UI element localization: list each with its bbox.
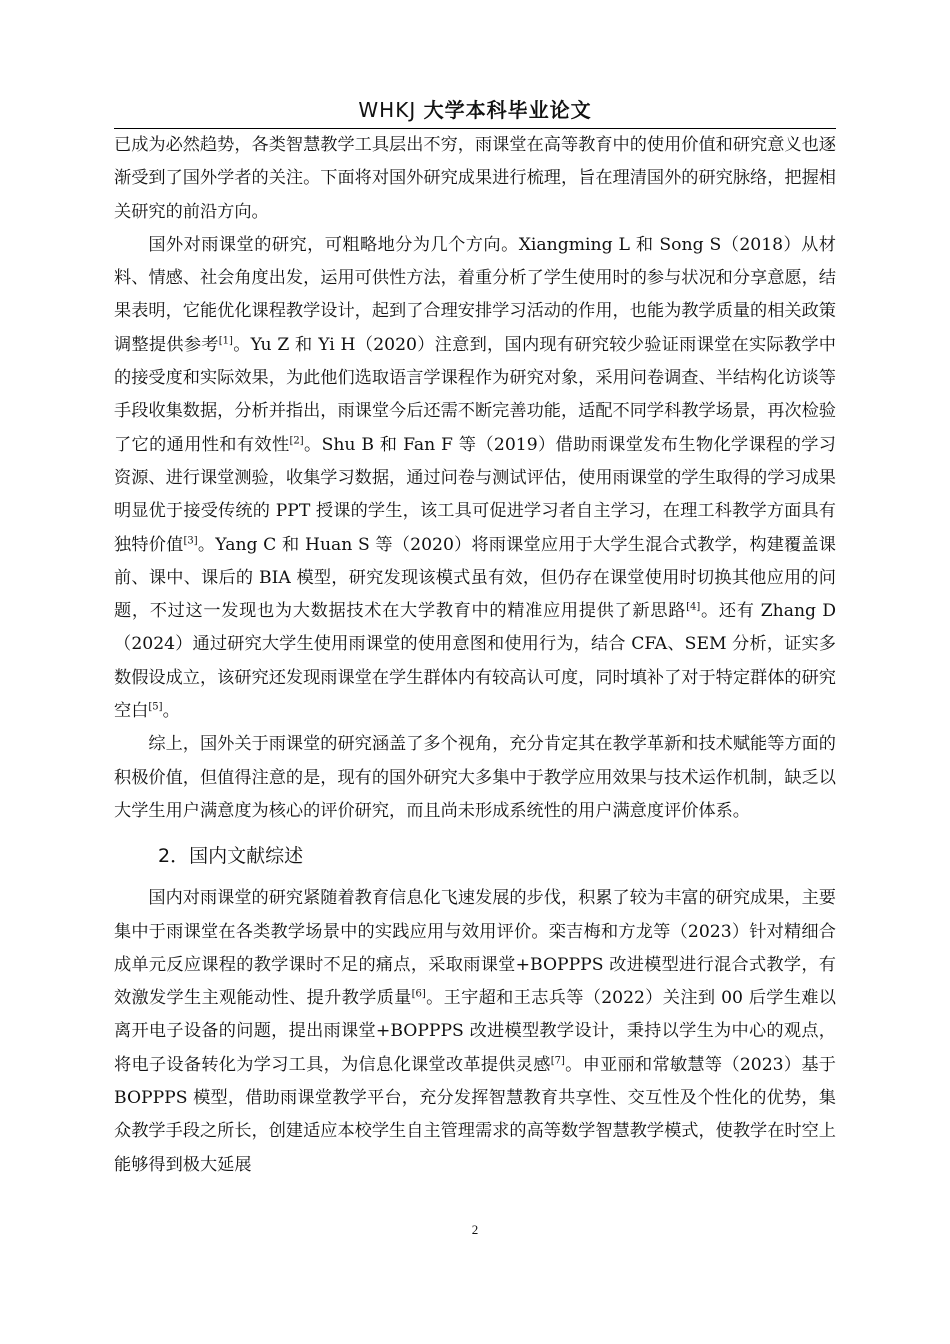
citation-ref: [7] — [550, 1054, 565, 1066]
paragraph-domestic-research — [114, 882, 836, 1182]
paragraph-foreign-research — [114, 229, 836, 728]
text-segment: 。Yu Z 和 Yi H（2020）注意到，国内现有研究较少验证雨课堂在实际教学中的接受度和实际效果，为此他们选取语言学课程作为研究对象，采用问卷调查、半结构化访谈等手段收集数据，分析并指出，雨课堂今后还需不断完善功能，适配不同学科教学场景，再次检验了它的通用性和有效性 — [114, 334, 836, 455]
paragraph-summary: 综上，国外关于雨课堂的研究涵盖了多个视角，充分肯定其在教学革新和技术赋能等方面的积极价值，但值得注意的是，现有的国外研究大多集中于教学应用效果与技术运作机制，缺乏以大学生用户满意度为核心的评价研究，而且尚未形成系统性的用户满意度评价体系。 — [114, 734, 836, 821]
header-title: 大学本科毕业论文 — [423, 98, 592, 122]
citation-ref: [3] — [183, 534, 198, 546]
paragraph-continuation: 已成为必然趋势，各类智慧教学工具层出不穷，雨课堂在高等教育中的使用价值和研究意义也逐渐受到了国外学者的关注。下面将对国外研究成果进行梳理，旨在理清国外的研究脉络，把握相关研究的前沿方向。 — [114, 135, 836, 222]
text-segment: 。王宇超和王志兵等（2022）关注到 00 后学生难以离开电子设备的问题，提出雨课堂+BOPPPS 改进模型教学设计，秉持以学生为中心的观点，将电子设备转化为学习工具，为信息化课堂改革提供灵感 — [114, 988, 836, 1075]
text-segment: 国内对雨课堂的研究紧随着教育信息化飞速发展的步伐，积累了较为丰富的研究成果，主要集中于雨课堂在各类教学场景中的实践应用与效用评价。栾吉梅和方龙等（2023）针对精细合成单元反应课程的教学课时不足的痛点，采取雨课堂+BOPPPS 改进模型进行混合式教学，有效激发学生主观能动性、提升教学质量 — [114, 888, 836, 1009]
citation-ref: [4] — [686, 601, 701, 613]
citation-ref: [1] — [218, 335, 233, 347]
text-segment: 。 — [162, 701, 180, 722]
page-number: 2 — [471, 1222, 479, 1237]
text-segment: 。申亚丽和常敏慧等（2023）基于 BOPPPS 模型，借助雨课堂教学平台，充分发挥智慧教育共享性、交互性及个性化的优势，集众教学手段之所长，创建适应本校学生自主管理需求的高等数学智慧教学模式，使教学在时空上能够得到极大延展 — [114, 1054, 836, 1175]
citation-ref: [2] — [289, 434, 304, 446]
text-segment: 。还有 Zhang D（2024）通过研究大学生使用雨课堂的使用意图和使用行为，结合 CFA、SEM 分析，证实多数假设成立，该研究还发现雨课堂在学生群体内有较高认可度，同时填补了对于特定群体的研究空白 — [114, 601, 836, 722]
citation-ref: [6] — [411, 988, 426, 1000]
text-segment: 国外对雨课堂的研究，可粗略地分为几个方向。Xiangming L 和 Song S（2018）从材料、情感、社会角度出发，运用可供性方法，着重分析了学生使用时的参与状况和分享意愿，结果表明，它能优化课程教学设计，起到了合理安排学习活动的作用，也能为教学质量的相关政策调整提供参考 — [114, 234, 836, 355]
text-segment: 。Yang C 和 Huan S 等（2020）将雨课堂应用于大学生混合式教学，构建覆盖课前、课中、课后的 BIA 模型，研究发现该模式虽有效，但仍存在课堂使用时切换其他应用的问题，不过这一发现也为大数据技术在大学教育中的精准应用提供了新思路 — [114, 534, 836, 622]
text-segment: 。Shu B 和 Fan F 等（2019）借助雨课堂发布生物化学课程的学习资源、进行课堂测验，收集学习数据，通过问卷与测试评估，使用雨课堂的学生取得的学习成果明显优于接受传统的 PPT 授课的学生，该工具可促进学习者自主学习，在理工科教学方面具有独特价值 — [114, 434, 836, 555]
section-heading: 2．国内文献综述 — [158, 845, 304, 868]
document-body — [114, 129, 836, 1182]
page-header — [114, 94, 836, 129]
header-code: WHKJ — [358, 98, 417, 122]
citation-ref: [5] — [148, 701, 163, 713]
